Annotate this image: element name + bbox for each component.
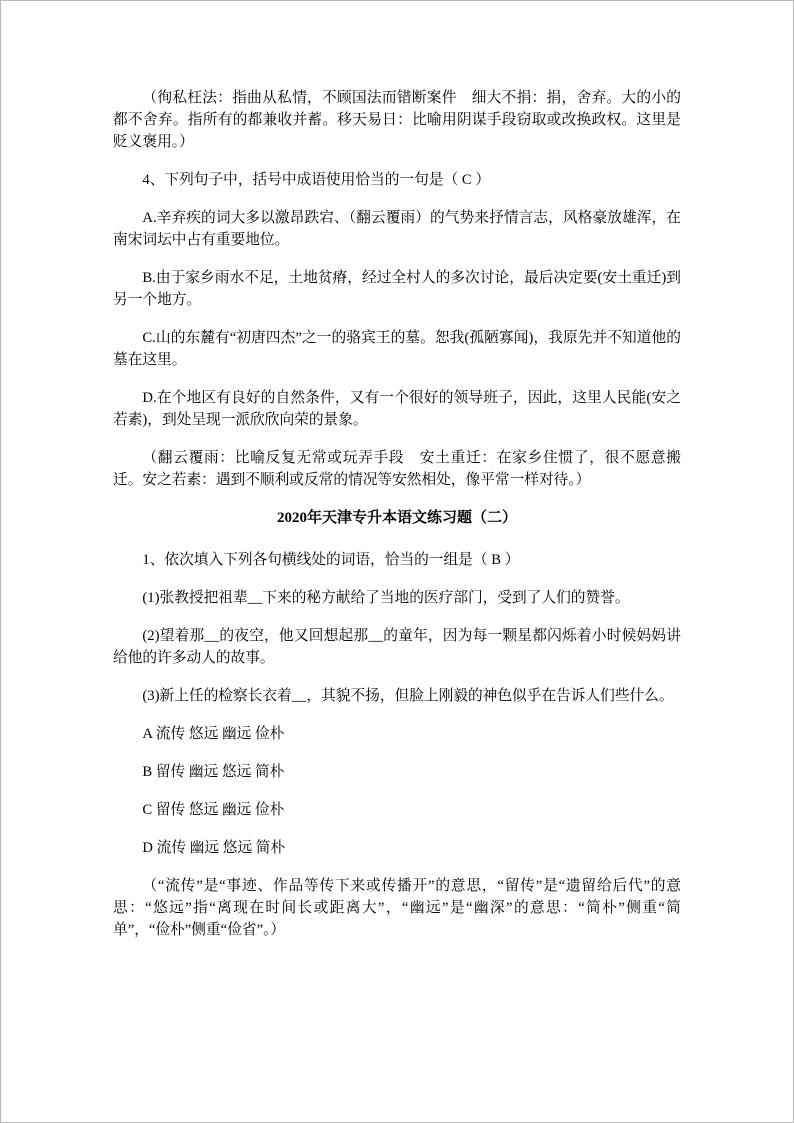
question-1-choice-b: B 留传 幽远 悠远 简朴 xyxy=(142,764,285,780)
question-1-sentence-3: (3)新上任的检察长衣着__，其貌不扬，但脸上刚毅的神色似乎在告诉人们些什么。 xyxy=(142,688,674,704)
note-question-4-idioms: （翻云覆雨：比喻反复无常或玩弄手段 安土重迁：在家乡住惯了，很不愿意搬迁。安之若素：遇到不顺利或反常的情况等安然相处，像平常一样对待。） xyxy=(113,450,681,488)
question-1-sentence-1: (1)张教授把祖辈__下来的秘方献给了当地的医疗部门，受到了人们的赞誉。 xyxy=(142,590,630,606)
question-1-sentence-2: (2)望着那__的夜空，他又回想起那__的童年，因为每一颗星都闪烁着小时候妈妈讲给他的许多动人的故事。 xyxy=(113,628,681,666)
question-1-choice-d: D 流传 幽远 悠远 简朴 xyxy=(142,840,286,856)
question-1-choice-a: A 流传 悠远 幽远 俭朴 xyxy=(142,726,285,742)
question-4-option-d: D.在个地区有良好的自然条件，又有一个很好的领导班子，因此，这里人民能(安之若素)，到处呈现一派欣欣向荣的景象。 xyxy=(113,390,681,428)
page-content xyxy=(1,1,793,997)
question-1-stem: 1、依次填入下列各句横线处的词语，恰当的一组是（ B ） xyxy=(142,552,520,568)
question-1-choice-c: C 留传 悠远 幽远 俭朴 xyxy=(142,802,285,818)
question-4-option-b: B.由于家乡雨水不足，土地贫瘠，经过全村人的多次讨论，最后决定要(安土重迁)到另一个地方。 xyxy=(113,270,681,308)
note-previous-idioms: （徇私枉法：指曲从私情，不顾国法而错断案件 细大不捐：捐，舍弃。大的小的都不舍弃。指所有的都兼收并蓄。移天易日：比喻用阴谋手段窃取或改换政权。这里是贬义褒用。） xyxy=(113,90,681,150)
section-heading: 2020年天津专升本语文练习题（二） xyxy=(276,510,517,526)
question-4-option-a: A.辛弃疾的词大多以激昂跌宕、（翻云覆雨）的气势来抒情言志，风格豪放雄浑，在南宋词坛中占有重要地位。 xyxy=(113,210,681,248)
question-4-stem: 4、下列句子中，括号中成语使用恰当的一句是（ C ） xyxy=(142,172,491,188)
question-4-option-c: C.山的东麓有“初唐四杰”之一的骆宾王的墓。恕我(孤陋寡闻)，我原先并不知道他的墓在这里。 xyxy=(113,330,681,368)
note-question-1-words: （“流传”是“事迹、作品等传下来或传播开”的意思，“留传”是“遗留给后代”的意思：“悠远”指“离现在时间长或距离大”，“幽远”是“幽深”的意思：“简朴”侧重“简单”，“俭朴”侧重“俭省”。） xyxy=(113,878,681,938)
